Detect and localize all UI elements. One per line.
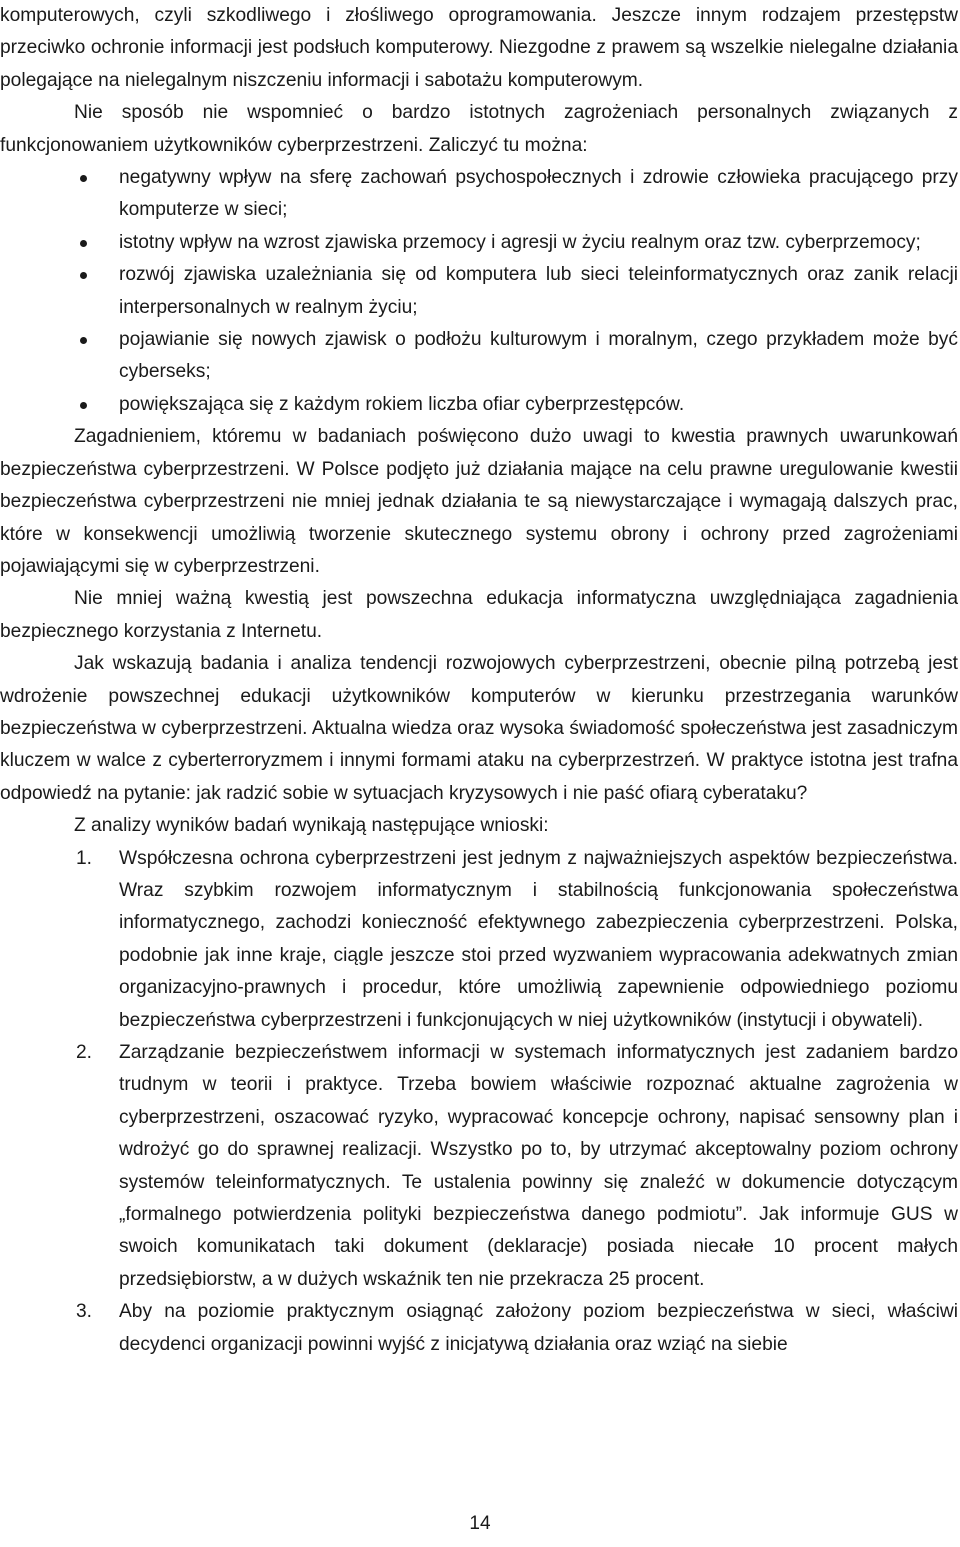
list-item: [0, 162, 958, 227]
list-number: 3.: [76, 1301, 93, 1323]
list-item: [0, 843, 958, 1037]
page-number: 14: [469, 1513, 491, 1534]
list-item-text: powiększająca się z każdym rokiem liczba ofiar cyberprzestępców.: [119, 393, 685, 415]
list-item: [0, 259, 958, 324]
list-item-text: Współczesna ochrona cyberprzestrzeni jest jednym z najważniejszych aspektów bezpieczeństwa. Wraz szybkim rozwojem informatycznym i stabilnością funkcjonowania społeczeństwa informatycznego, zachodzi konieczność efektywnego zabezpieczenia cyberprzestrzeni. Polska, podobnie jak inne kraje, ciągle jeszcze stoi przed wyzwaniem wypracowania adekwatnych zmian organizacyjno-prawnych i procedur, które umożliwią zapewnienie odpowiedniego poziomu bezpieczeństwa cyberprzestrzeni i funkcjonujących w niej użytkowników (instytucji i obywateli).: [119, 847, 958, 1031]
list-number: 1.: [76, 847, 93, 869]
paragraph-research: Jak wskazują badania i analiza tendencji rozwojowych cyberprzestrzeni, obecnie pilną potrzebą jest wdrożenie powszechnej edukacji użytkowników komputerów w kierunku przestrzegania warunków bezpieczeństwa w cyberprzestrzeni. Aktualna wiedza oraz wysoka świadomość społeczeństwa jest zasadniczym kluczem w walce z cyberterroryzmem i innymi formami ataku na cyberprzestrzeń. W praktyce istotna jest trafna odpowiedź na pytanie: jak radzić sobie w sytuacjach kryzysowych i nie paść ofiarą cyberataku?: [0, 653, 958, 804]
paragraph-conclusions-intro: Z analizy wyników badań wynikają następujące wnioski:: [74, 815, 549, 837]
paragraph-legal: Zagadnieniem, któremu w badaniach poświęcono dużo uwagi to kwestia prawnych uwarunkowań bezpieczeństwa cyberprzestrzeni. W Polsce podjęto już działania mające na celu prawne uregulowanie kwestii bezpieczeństwa cyberprzestrzeni nie mniej jednak działania te są niewystarczające i wymagają dalszych prac, które w konsekwencji umożliwią tworzenie skutecznego systemu obrony i ochrony przed zagrożeniami pojawiającymi się w cyberprzestrzeni.: [0, 426, 958, 577]
list-item: [0, 389, 958, 421]
paragraph-personal-threats: Nie sposób nie wspomnieć o bardzo istotnych zagrożeniach personalnych związanych z funkcjonowaniem użytkowników cyberprzestrzeni. Zaliczyć tu można:: [0, 102, 958, 156]
paragraph-intro: komputerowych, czyli szkodliwego i złośliwego oprogramowania. Jeszcze innym rodzajem przestępstw przeciwko ochronie informacji jest podsłuch komputerowy. Niezgodne z prawem są wszelkie nielegalne działania polegające na nielegalnym niszczeniu informacji i sabotażu komputerowym.: [0, 5, 958, 91]
paragraph-education: Nie mniej ważną kwestią jest powszechna edukacja informatyczna uwzględniająca zagadnienia bezpiecznego korzystania z Internetu.: [0, 588, 958, 642]
list-number: 2.: [76, 1042, 93, 1063]
list-item-text: istotny wpływ na wzrost zjawiska przemocy i agresji w życiu realnym oraz tzw. cyberprzemocy;: [119, 231, 921, 253]
list-item: [0, 1296, 958, 1361]
list-item-text: pojawianie się nowych zjawisk o podłożu kulturowym i moralnym, czego przykładem może być cyberseks;: [119, 329, 958, 383]
list-item-text: rozwój zjawiska uzależniania się od komputera lub sieci teleinformatycznych oraz zanik relacji interpersonalnych w realnym życiu;: [119, 264, 958, 318]
list-item-text: negatywny wpływ na sferę zachowań psychospołecznych i zdrowie człowieka pracującego przy komputerze w sieci;: [119, 167, 958, 221]
list-item: [0, 1037, 958, 1296]
list-item-text: Aby na poziomie praktycznym osiągnąć założony poziom bezpieczeństwa w sieci, właściwi decydenci organizacji powinni wyjść z inicjatywą działania oraz wziąć na siebie: [119, 1301, 958, 1355]
list-item: [0, 227, 958, 259]
list-item: [0, 324, 958, 389]
list-item-text: Zarządzanie bezpieczeństwem informacji w systemach informatycznych jest zadaniem bardzo trudnym w teorii i praktyce. Trzeba bowiem właściwie rozpoznać aktualne zagrożenia w cyberprzestrzeni, oszacować ryzyko, wypracować koncepcje ochrony, napisać sensowny plan i wdrożyć go do sprawnej realizacji. Wszystko po to, by utrzymać akceptowalny poziom ochrony systemów teleinformatycznych. Te ustalenia powinny się znaleźć w dokumencie dotyczącym „formalnego potwierdzenia polityki bezpieczeństwa danego podmiotu”. Jak informuje GUS w swoich komunikatach taki dokument (deklaracje) posiada niecałe 10 procent małych przedsiębiorstw, a w dużych wskaźnik ten nie przekracza 25 procent.: [119, 1042, 958, 1290]
numbered-list: [0, 843, 958, 1362]
bullet-list: [0, 162, 958, 421]
